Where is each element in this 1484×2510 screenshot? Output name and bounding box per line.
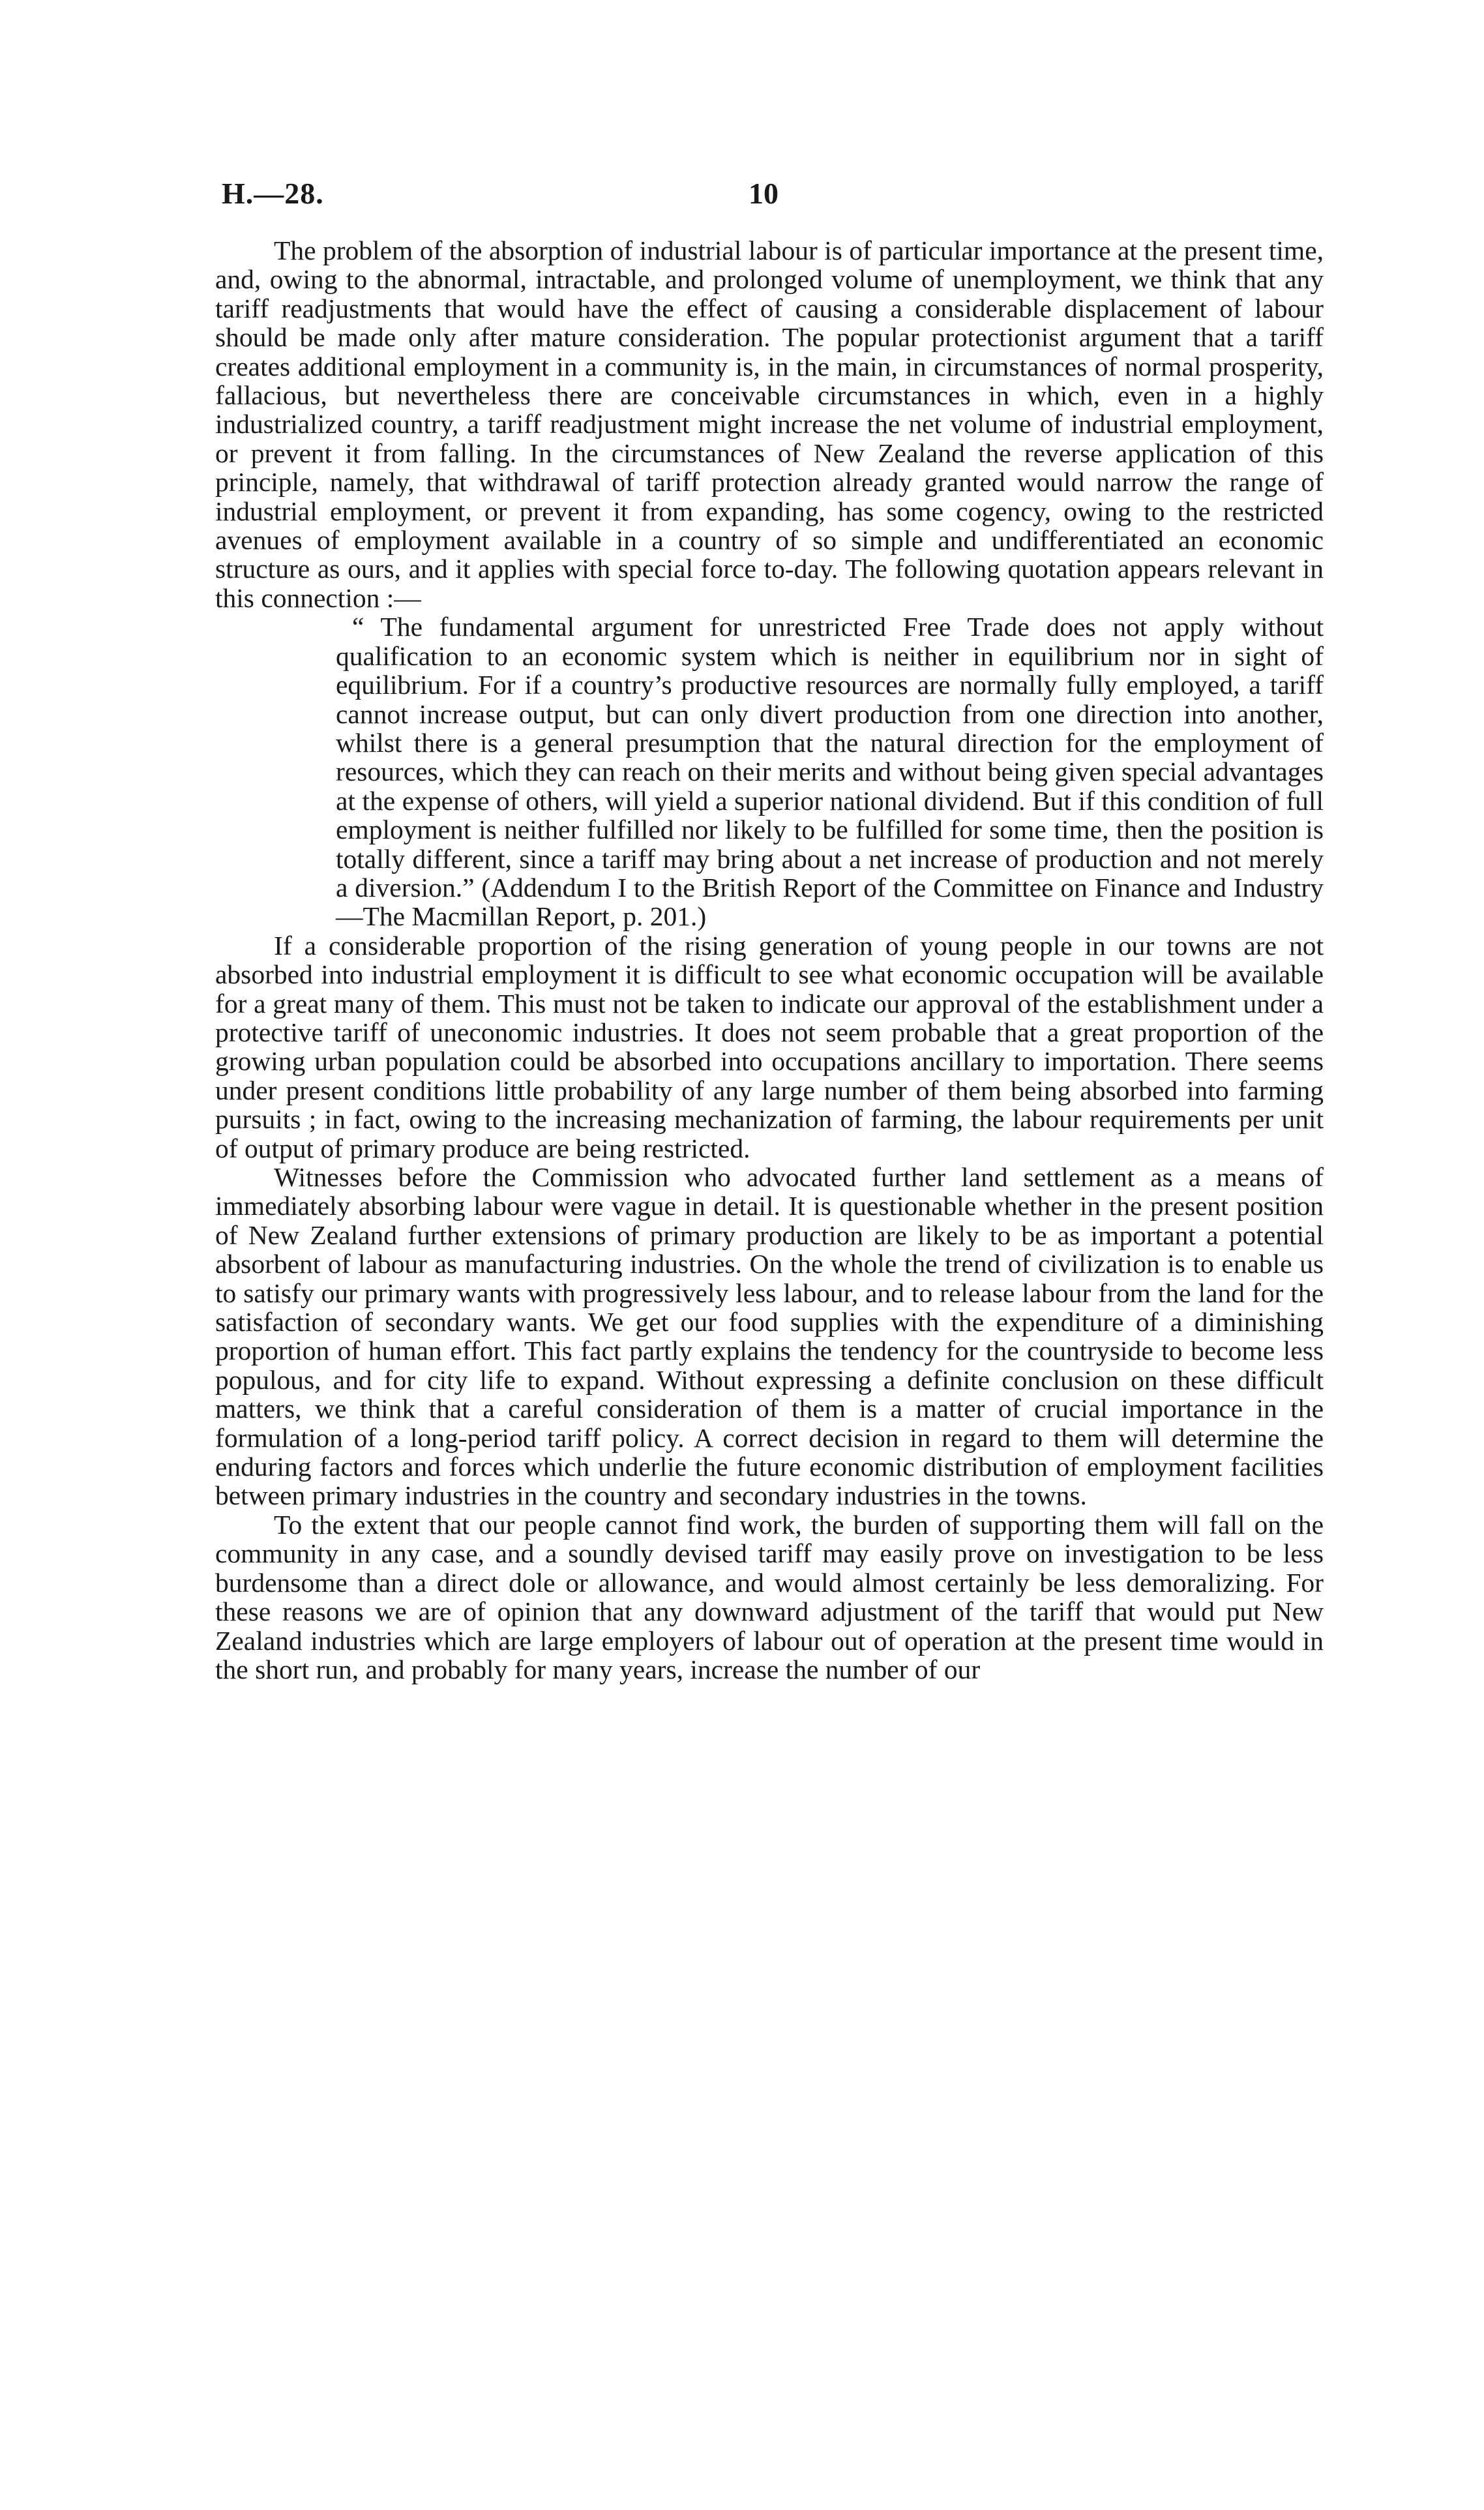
- paragraph-land-settlement: Witnesses before the Commission who advocated further land settlement as a means of immediately absorbing labour were vague in detail. It is questionable whether in the present position of New Zealand further extensions of primary production are likely to be as important a potential absorbent of labour as manufacturing industries. On the whole the trend of civilization is to enable us to satisfy our primary wants with progressively less labour, and to release labour from the land for the satisfaction of secondary wants. We get our food supplies with the expenditure of a diminishing proportion of human effort. This fact partly explains the tendency for the countryside to become less populous, and for city life to expand. Without expressing a definite conclusion on these difficult matters, we think that a careful consideration of them is a matter of crucial importance in the formulation of a long-period tariff policy. A correct decision in regard to them will determine the enduring factors and forces which underlie the future economic distribution of employment facilities between primary industries in the country and secondary industries in the towns.: [215, 1162, 1324, 1511]
- paragraph-rising-generation: If a considerable proportion of the rising generation of young people in our towns are not absorbed into industrial employment it is difficult to see what economic occupation will be available for a great many of them. This must not be taken to indicate our approval of the establishment under a protective tariff of uneconomic industries. It does not seem probable that a great proportion of the growing urban population could be absorbed into occupations ancillary to importation. There seems under present conditions little probability of any large number of them being absorbed into farming pursuits ; in fact, owing to the increasing mechanization of farming, the labour requirements per unit of output of primary produce are being restricted.: [215, 930, 1324, 1163]
- block-quote: “ The fundamental argument for unrestricted Free Trade does not apply without qualification to an economic system which is neither in equilibrium nor in sight of equilibrium. For if a country’s productive resources are normally fully employed, a tariff cannot increase output, but can only divert production from one direction into another, whilst there is a general presumption that the natural direction for the employment of resources, which they can reach on their merits and without being given special advantages at the expense of others, will yield a superior national dividend. But if this condition of full employment is neither fulfilled nor likely to be fulfilled for some time, then the position is totally different, since a tariff may bring about a net increase of production and not merely a diversion.” (Addendum I to the British Report of the Committee on Finance and Industry—The Macmillan Report, p. 201.): [336, 612, 1324, 932]
- paragraph-burden: To the extent that our people cannot find work, the burden of supporting them will fall on the community in any case, and a soundly devised tariff may easily prove on investigation to be less burdensome than a direct dole or allowance, and would almost certainly be less demoralizing. For these reasons we are of opinion that any downward adjustment of the tariff that would put New Zealand industries which are large employers of labour out of operation at the present time would in the short run, and probably for many years, increase the number of our: [215, 1509, 1324, 1684]
- body-text: [215, 236, 1324, 1684]
- paragraph-unemployment: The problem of the absorption of industrial labour is of particular importance at the present time, and, owing to the abnormal, intractable, and prolonged volume of unemployment, we think that any tariff readjustments that would have the effect of causing a considerable displacement of labour should be made only after mature consideration. The popular protectionist argument that a tariff creates additional employment in a community is, in the main, in circumstances of normal prosperity, fallacious, but nevertheless there are conceivable circumstances in which, even in a highly industrialized country, a tariff readjustment might increase the net volume of industrial employment, or prevent it from falling. In the circumstances of New Zealand the reverse application of this principle, namely, that withdrawal of tariff protection already granted would narrow the range of industrial employment, or prevent it from expanding, has some cogency, owing to the restricted avenues of employment available in a country of so simple and undifferentiated an economic structure as ours, and it applies with special force to-day. The following quotation appears relevant in this connection :—: [215, 235, 1324, 613]
- page-number: 10: [749, 177, 779, 210]
- document-reference: H.—28.: [222, 177, 324, 210]
